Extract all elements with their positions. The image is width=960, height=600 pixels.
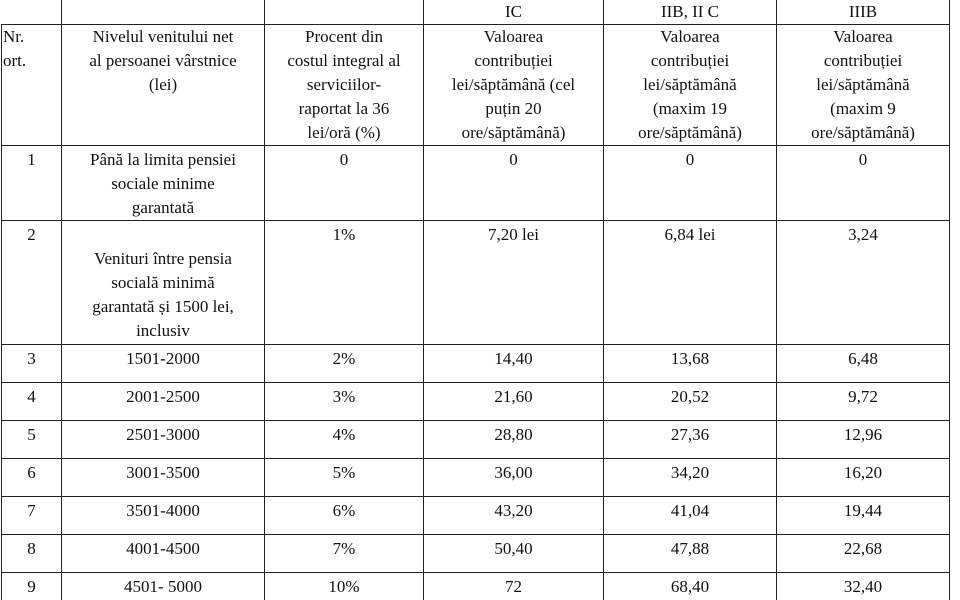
row-procent: 10% [265,572,424,600]
row-valoare-iib: 34,20 [604,458,777,496]
row-nivel-line: 2001-2500 [126,386,200,406]
row-valoare-iiib: 22,68 [777,534,950,572]
row-valoare-ic: 36,00 [424,458,604,496]
header-nivel-line: (lei) [148,74,178,94]
top-label-iib: IIB, II C [604,0,777,24]
row-nivel-line: 4501- 5000 [124,576,202,596]
row-nivel-line: inclusiv [136,320,190,340]
header-valoare-ic [424,24,604,145]
row-nivel-line: 4001-4500 [126,538,200,558]
header-procent-line: Procent din [305,26,383,46]
row-nivel-line: socială minimă [111,272,215,292]
header-valoare-iiib [777,24,950,145]
row-nivel-line: 2501-3000 [126,424,200,444]
row-procent: 0 [265,145,424,220]
header-valoare-ic-line: ore/săptămână) [461,122,566,142]
header-valoare-ic-line: Valoarea [483,26,544,46]
header-valoare-iib-line: (maxim 19 [652,98,728,118]
header-valoare-ic-line: lei/săptămână (cel [451,74,576,94]
row-valoare-ic: 21,60 [424,382,604,420]
table-row [2,572,950,600]
row-valoare-iiib: 16,20 [777,458,950,496]
row-procent: 6% [265,496,424,534]
row-nivel [62,344,265,382]
header-procent-line: costul integral al [287,50,401,70]
row-number: 1 [2,145,62,220]
top-label-ic: IC [424,0,604,24]
row-nivel-line: 3001-3500 [126,462,200,482]
row-valoare-ic: 72 [424,572,604,600]
table-row [2,420,950,458]
table-row [2,145,950,220]
row-valoare-iiib: 9,72 [777,382,950,420]
row-procent: 5% [265,458,424,496]
row-valoare-ic: 28,80 [424,420,604,458]
row-procent: 2% [265,344,424,382]
header-valoare-iiib-line: (maxim 9 [830,98,896,118]
row-procent: 4% [265,420,424,458]
table-row [2,496,950,534]
table-row [2,344,950,382]
row-nivel [62,382,265,420]
row-number: 9 [2,572,62,600]
row-procent: 1% [265,220,424,344]
header-procent-line: raportat la 36 [298,98,390,118]
header-procent-line: serviciilor- [306,74,382,94]
header-procent-line: lei/oră (%) [307,122,381,142]
row-nivel [62,145,265,220]
row-number: 5 [2,420,62,458]
header-nivel-line: al persoanei vârstnice [89,50,237,70]
row-number: 2 [2,220,62,344]
row-nivel [62,220,265,344]
table-row [2,220,950,344]
row-nivel-line: Venituri între pensia [94,248,232,268]
row-valoare-iiib: 32,40 [777,572,950,600]
row-nivel-line: 3501-4000 [126,500,200,520]
header-valoare-ic-line: puțin 20 [485,98,542,118]
row-nivel [62,420,265,458]
row-valoare-iib: 47,88 [604,534,777,572]
row-valoare-ic: 50,40 [424,534,604,572]
row-valoare-iib: 68,40 [604,572,777,600]
row-number: 8 [2,534,62,572]
row-valoare-iib: 20,52 [604,382,777,420]
row-valoare-ic: 0 [424,145,604,220]
table-row [2,534,950,572]
header-nr-line: Nr. [3,26,25,46]
row-valoare-iiib: 3,24 [777,220,950,344]
row-nivel [62,496,265,534]
header-nr-line: ort. [3,50,27,70]
row-nivel-line: 1501-2000 [126,348,200,368]
header-nivel-line: Nivelul venitului net [92,26,234,46]
header-valoare-iib-line: Valoarea [660,26,720,46]
row-number: 4 [2,382,62,420]
row-valoare-ic: 14,40 [424,344,604,382]
row-valoare-iib: 13,68 [604,344,777,382]
row-valoare-ic: 7,20 lei [424,220,604,344]
row-nivel-line: Până la limita pensiei [90,149,236,169]
row-number: 7 [2,496,62,534]
row-nivel-line: garantată și 1500 lei, [92,296,234,316]
partial-header-row [2,0,950,24]
header-valoare-iiib-line: ore/săptămână) [811,122,915,142]
header-valoare-ic-line: contribuției [474,50,553,70]
row-nivel [62,534,265,572]
header-valoare-iib-line: lei/săptămână [643,74,737,94]
header-valoare-iib-line: ore/săptămână) [638,122,742,142]
row-nivel-line: sociale minime [111,173,215,193]
row-valoare-iiib: 12,96 [777,420,950,458]
row-number: 3 [2,344,62,382]
header-valoare-iib [604,24,777,145]
header-valoare-iiib-line: Valoarea [833,26,893,46]
row-procent: 3% [265,382,424,420]
row-nivel [62,572,265,600]
table-row [2,382,950,420]
row-valoare-ic: 43,20 [424,496,604,534]
header-nr [2,24,62,145]
row-valoare-iib: 6,84 lei [604,220,777,344]
header-row [2,24,950,145]
top-label-iiib: IIIB [777,0,950,24]
header-procent [265,24,424,145]
row-valoare-iib: 27,36 [604,420,777,458]
row-number: 6 [2,458,62,496]
row-valoare-iib: 0 [604,145,777,220]
header-valoare-iiib-line: contribuției [823,50,903,70]
row-procent: 7% [265,534,424,572]
header-valoare-iib-line: contribuției [650,50,730,70]
contribution-table [1,0,950,600]
header-valoare-iiib-line: lei/săptămână [816,74,910,94]
row-valoare-iiib: 6,48 [777,344,950,382]
table-row [2,458,950,496]
row-nivel-line [63,223,263,247]
row-valoare-iiib: 19,44 [777,496,950,534]
header-nivel [62,24,265,145]
row-valoare-iiib: 0 [777,145,950,220]
row-nivel-line: garantată [131,197,195,217]
row-nivel [62,458,265,496]
row-valoare-iib: 41,04 [604,496,777,534]
